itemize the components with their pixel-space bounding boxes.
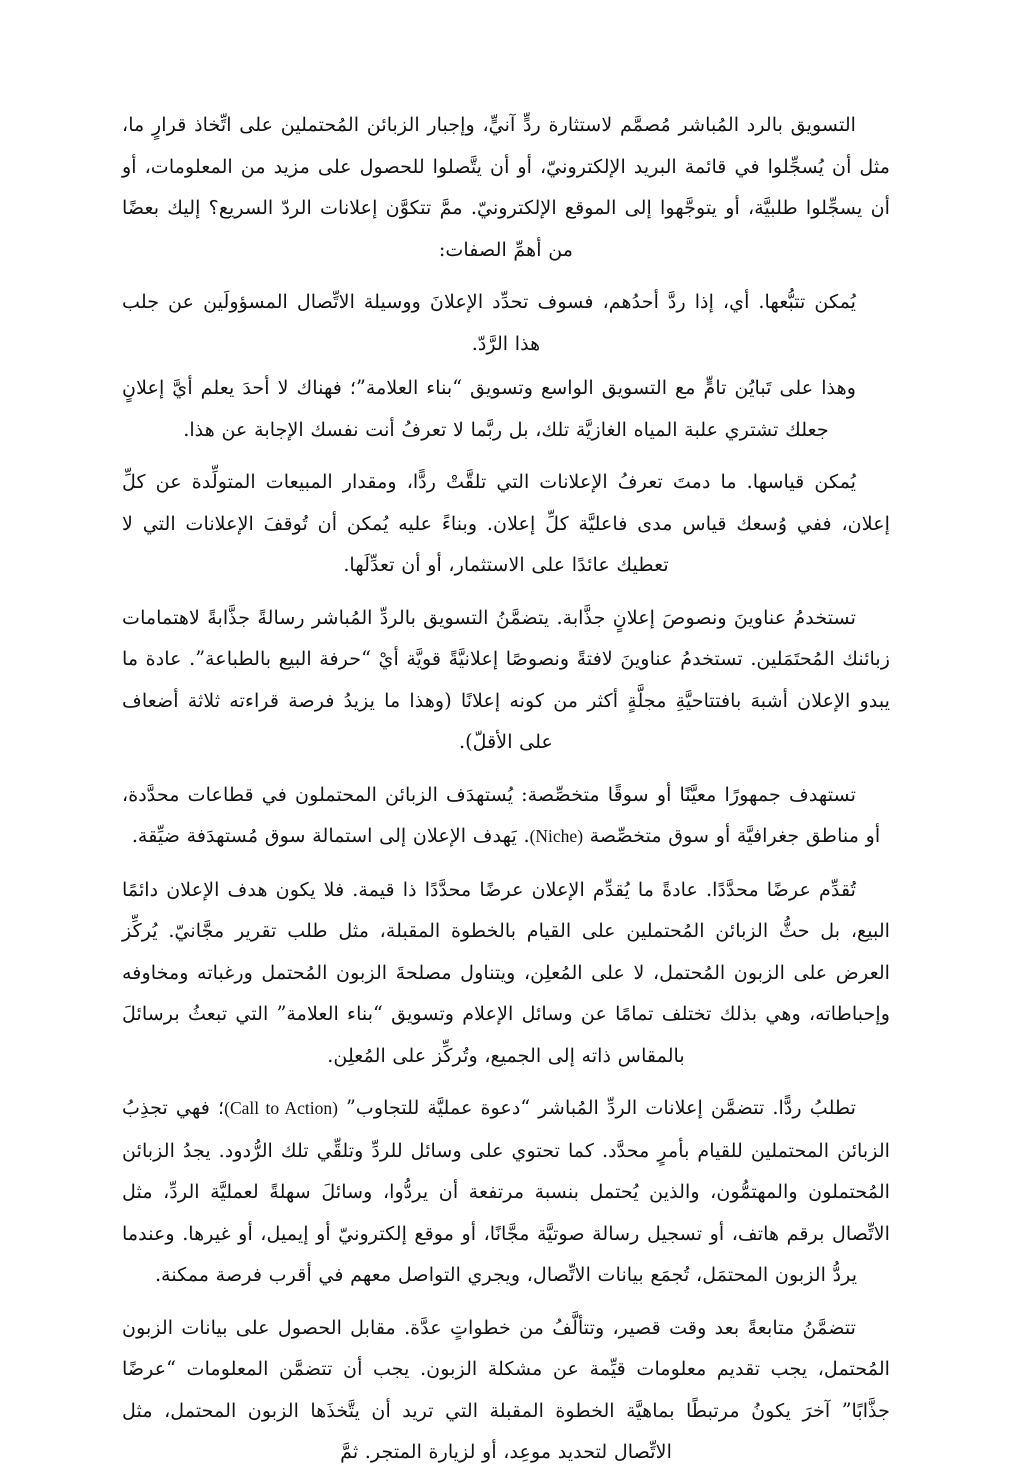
- paragraph-8-latin-term: (Call to Action): [224, 1098, 338, 1118]
- paragraph-1: التسويق بالرد المُباشر مُصمَّم لاستثارة ردٍّ آنيٍّ، وإجبار الزبائن المُحتملين على اتِّخاذ قرارٍ ما، مثل أن يُسجِّلوا في قائمة البريد الإلكترونيّ، أو أن يتَّصلوا للحصول على مزيد من المعلومات، أو أن يسجِّلوا طلبيَّة، أو يتوجَّهوا إلى الموقع الإلكترونيّ. ممَّ تتكوَّن إعلانات الردّ السريع؟ إليك بعضًا من أهمِّ الصفات:: [122, 113, 890, 261]
- paragraph-6-latin-term: (Niche): [529, 826, 584, 846]
- paragraph-7: تُقدِّم عرضًا محدَّدًا. عادةً ما يُقدِّم الإعلان عرضًا محدَّدًا ذا قيمة. فلا يكون هدف الإعلان دائمًا البيع، بل حثُّ الزبائن المُحتملين على القيام بالخطوة المقبلة، مثل طلب تقرير مجَّانيّ. يُركِّز العرض على الزبون المُحتمل، لا على المُعلِن، ويتناول مصلحةَ الزبون المُحتمل ورغباته ومخاوفه وإحباطاته، وهي بذلك تختلف تمامًا عن وسائل الإعلام وتسويق “بناء العلامة” التي تبعثُ برسائلَ بالمقاس ذاته إلى الجميع، وتُركِّز على المُعلِن.: [122, 877, 891, 1067]
- body-text-column: [122, 104, 890, 1473]
- paragraph-9: تتضمَّنُ متابعةً بعد وقت قصير، وتتألَّفُ من خطواتٍ عدَّة. مقابل الحصول على بيانات الزبون المُحتمل، يجب تقديم معلومات قيِّمة عن مشكلة الزبون. يجب أن تتضمَّن المعلومات “عرضًا جذَّابًا” آخرَ يكونُ مرتبطًا بماهيَّة الخطوة المقبلة التي تريد أن يتَّخذَها الزبون المحتمل، مثل الاتِّصال لتحديد موعِد، أو لزيارة المتجر. ثمَّ: [122, 1315, 890, 1463]
- paragraph-8: [122, 1087, 890, 1296]
- paragraph-3: وهذا على تَبايُن تامٍّ مع التسويق الواسع وتسويق “بناء العلامة”؛ فهناك لا أحدَ يعلم أيَّ إعلانٍ جعلك تشتري علبة المياه الغازيَّة تلك، بل ربَّما لا تعرفُ أنت نفسك الإجابة عن هذا.: [122, 376, 856, 441]
- paragraph-6: [122, 774, 890, 858]
- paragraph-8-text-after-latin: ؛ فهي تجذِبُ الزبائن المحتملين للقيام بأمرٍ محدَّد. كما تحتوي على وسائل للردِّ وتلقِّي تلك الرُّدود. يجدُ الزبائن المُحتملون والمهتمُّون، والذين يُحتمل بنسبة مرتفعة أن يردُّوا، وسائلَ سهلةً لعمليَّة الردِّ، مثل الاتِّصال برقم هاتف، أو تسجيل رسالة صوتيَّة مجَّانًا، أو موقع إلكترونيّ أو إيميل، أو غيرها. وعندما يردُّ الزبون المحتمَل، تُجمَع بيانات الاتِّصال، ويجري التواصل معهم في أقرب فرصة ممكنة.: [122, 1096, 890, 1286]
- paragraph-5: تستخدمُ عناوينَ ونصوصَ إعلانٍ جذَّابة. يتضمَّنُ التسويق بالردِّ المُباشر رسالةً جذَّابةً لاهتمامات زبائنك المُحتَمَلين. تستخدمُ عناوينَ لافتةً ونصوصًا إعلانيَّةً قويَّة أيْ “حرفة البيع بالطباعة”. عادة ما يبدو الإعلان أشبهَ بافتتاحيَّةِ مجلَّةٍ أكثر من كونه إعلانًا (وهذا ما يزيدُ فرصة قراءته ثلاثة أضعاف على الأقلّ).: [122, 605, 890, 753]
- paragraph-2: يُمكن تتبُّعها. أي، إذا ردَّ أحدُهم، فسوف تحدِّد الإعلانَ ووسيلة الاتِّصال المسؤولَين عن جلب هذا الرَّدّ.: [122, 290, 856, 355]
- paragraph-6-text-before-latin: تستهدف جمهورًا معيَّنًا أو سوقًا متخصِّصة: يُستهدَف الزبائن المحتملون في قطاعات محدَّدة، أو مناطق جغرافيَّة أو سوق متخصِّصة: [122, 782, 881, 847]
- paragraph-4: يُمكن قياسها. ما دمتَ تعرفُ الإعلانات التي تلقَّتْ ردًّا، ومقدار المبيعات المتولِّدة عن كلِّ إعلان، ففي وُسعك قياس مدى فاعليَّة كلِّ إعلان. وبناءً عليه يُمكن أن تُوقفَ الإعلانات التي لا تعطيك عائدًا على الاستثمار، أو أن تعدِّلَها.: [122, 470, 890, 576]
- paragraph-6-text-after-latin: . يَهدف الإعلان إلى استمالة سوق مُستهدَفة ضيِّقة.: [131, 824, 530, 847]
- paragraph-8-text-before-latin: تطلبُ ردًّا. تتضمَّن إعلانات الردِّ المُباشر “دعوة عمليَّة للتجاوب”: [337, 1096, 857, 1119]
